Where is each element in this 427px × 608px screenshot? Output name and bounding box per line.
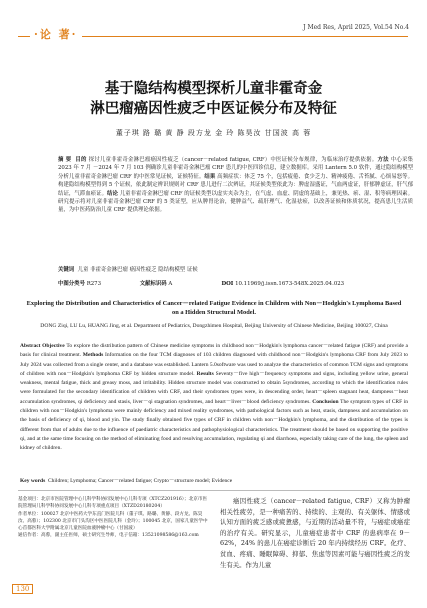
en-objective-label: Objective (42, 343, 65, 349)
title-line-1: 基于隐结构模型探析儿童非霍奇金 (104, 81, 323, 97)
en-keywords-values: Children; Lymphoma; Cancer－related fatigue; Crypto－structure model; Evidence (47, 478, 233, 484)
english-title: Exploring the Distribution and Characteristics of Cancer－related Fatigue Evidence in Children with Non－Hodgkin's Lymphoma Based on a Hidden Structural Model. (26, 300, 402, 316)
correspondence-note: 通信作者：高蓉，副主任医师，硕士研究生导师，电子信箱：13521098586@163.com (18, 533, 199, 539)
en-keywords-label: Key words (20, 478, 46, 484)
page-number: 130 (12, 584, 33, 594)
keywords-label: 关键词 (58, 267, 75, 273)
doc-value: A (168, 281, 173, 287)
en-conclusion-text: The symptom types of CRF in children with non－Hodgkin's lymphoma were mainly deficiency and mixed reality syndromes, with pathological factors such as heat, stasis, dampness and accumulation on the basis of deficiency of qi, blood and yin. The study finally obtained five types of CRF in children with non－Hodgkin's lymphoma, and the distribution of the types is different from that of adults due to the influence of paediatric characteristics and pathophysiological characteristics. The treatment should be based on supporting the positive qi, and at the same time focusing on the method of eliminating food and resolving accumulation, regulating qi and diarrhoea, especially taking care of the lung, the spleen and kidney of children. (20, 398, 409, 452)
abstract-cn (58, 156, 413, 215)
keywords-en (20, 476, 408, 484)
clc-label: 中图分类号 (58, 281, 85, 287)
conclusion-text: 儿童非霍奇金淋巴瘤 CRF 的证候类型以虚实夹杂为主，在气虚、血虚、阴虚的基础上，兼见热、瘀、湿、积等病理因素。研究提示将对儿童非霍奇金淋巴瘤 CRF 的 5 类证型，应从脾胃论治，健脾益气、疏肝理气、化湿祛瘀，以改善证候和体质状况，提高患儿生活质量，为中医药防治儿童 CRF 提供理论依据。 (58, 190, 413, 214)
doi-value: 10.11969/j.issn.1673-548X.2025.04.023 (235, 281, 345, 287)
results-label: 结果 (204, 173, 216, 180)
english-authors: DONG Ziqi, LU Lu, HUANG Jing, et al. Department of Pediatrics, Dongzhimen Hospital, Beijing University of Chinese Medicine, Beijing 100027, China (40, 323, 388, 329)
en-abstract-label: Abstract (20, 343, 41, 349)
en-objective-text: To explore the distribution pattern of Chinese medicine symptoms in childhood non－Hodgkin's lymphoma cancer－related fatigue (CRF) and provide a basis for clinical treatment. (20, 343, 408, 359)
journal-citation: J Med Res, April 2025, Vol.54 No.4 (303, 24, 409, 31)
fund-note: 基金项目：北京市医院管理中心儿科学科协同发展中心儿科专项（XTCZ201916）；北京市医院管理局儿科学科协同发展中心儿科专项重点项目（XTZD20180204） (18, 497, 208, 510)
conclusion-label: 结论 (107, 190, 118, 197)
section-tag: ·论 著· (30, 26, 82, 42)
keywords-cn (58, 266, 413, 274)
results-text: 高频症状：体乏 75 个，包括疲倦、食少乏力、精神疲倦、舌苔腻、心烦易怒等。构建隐结构模型得到 5 个证候，依此制定辨识规则对 CRF 患儿进行二次辨证，其证候类型依此为：脾虚湿盛证，气血两虚证，肝郁脾虚证，肝气郁结证，气滞血瘀证。 (58, 173, 413, 197)
en-methods-label: Methods (82, 352, 104, 359)
title-line-2: 淋巴瘤癌因性疲乏中医证候分布及特征 (90, 101, 337, 117)
objective-label: 目的 (75, 157, 87, 163)
clc-value: R273 (86, 281, 102, 287)
footnote-rule (18, 490, 410, 491)
doc-label: 文献标识码 (139, 281, 167, 287)
methods-label: 方法 (377, 157, 389, 163)
en-methods-text: Information on the four TCM diagnoses of 103 children diagnosed with childhood non－Hodgkin's lymphoma CRF from July 2023 to July 2024 was collected from a single center, and a database was established. Lantern 5.0software was used to analyze the characteristics of common TCM signs and symptoms of children with non－Hodgkin's lymphoma CRF by hidden structure model. (20, 352, 409, 377)
body-text: 癌因性疲乏（cancer－related fatigue, CRF）又称为肿瘤相关性疲劳，是一种痛苦的、持续的、主观的、有关躯体、情感或认知方面的疲乏感或疲惫感，与近期的活动量不符，与癌症或癌症的治疗有关。研究显示，儿童癌症患者中 CRF 的患病率在 9－62%，24% 的患儿在癌症诊断后 20 年内持续经历 CRF。化疗、贫血、疼痛、睡眠障碍、抑郁、焦虑等因素可能与癌因性疲乏的发生有关。作为儿童 (220, 497, 410, 569)
doi-label: DOI (221, 281, 234, 287)
unit-note: 作者单位：100027 北京中医药大学东直门医院儿科（董子琪、路璐、黄静、段方龙、陈昊汝、高蓉）；102300 北京市门头沟区中医医院儿科（金玲）；100045 北京，国家儿童医学中心首都医科大学附属北京儿童医院血液肿瘤中心（甘国波） (18, 511, 208, 532)
abstract-label: 摘 要 (58, 157, 72, 163)
keywords-values: 儿童 非霍奇金淋巴瘤 癌因性疲乏 隐结构模型 证候 (77, 267, 198, 273)
en-results-text: Seventy－five high－frequency symptoms and signs, including yellow urine, general weakness, mental fatigue, thick and greasy moss, and irritability. Hidden structure model was constructed to obtain 5syndromes, according to which the identification rules were formulated for the secondary identification of children with CRF, and their syndromes types were, in descending order, heart－spleen stagnant heat, dampness－heat accumulation syndromes, qi deficiency and stasis, liver－qi stagnation syndromes, and heart－liver－blood deficiency syndromes. (20, 370, 408, 405)
en-conclusion-label: Conclusion (312, 398, 339, 405)
authors: 董子琪 路 璐 黄 静 段方龙 金 玲 陈昊汝 甘国波 高 蓉 (115, 129, 312, 137)
en-results-label: Results (196, 370, 214, 377)
abstract-en (20, 342, 408, 454)
objective-text: 探讨儿童非霍奇金淋巴瘤癌因性疲乏（cancer－related fatigue, CRF）中医证候分布规律，为临床治疗提供依据。 (88, 157, 378, 163)
classification-ids (58, 279, 413, 287)
methods-text: 中心采集 2023 年 7 月 －2024 年 7 月 103 例确诊儿童非霍奇金淋巴瘤 CRF 患儿的中医四诊信息，建立数据库。采用 Lantern 5.0 软件，通过隐结构模型分析儿童非霍奇金淋巴瘤 CRF 的中医常见证候，证候特征。 (58, 157, 413, 180)
header-bar (0, 22, 427, 42)
footnotes (18, 496, 208, 540)
